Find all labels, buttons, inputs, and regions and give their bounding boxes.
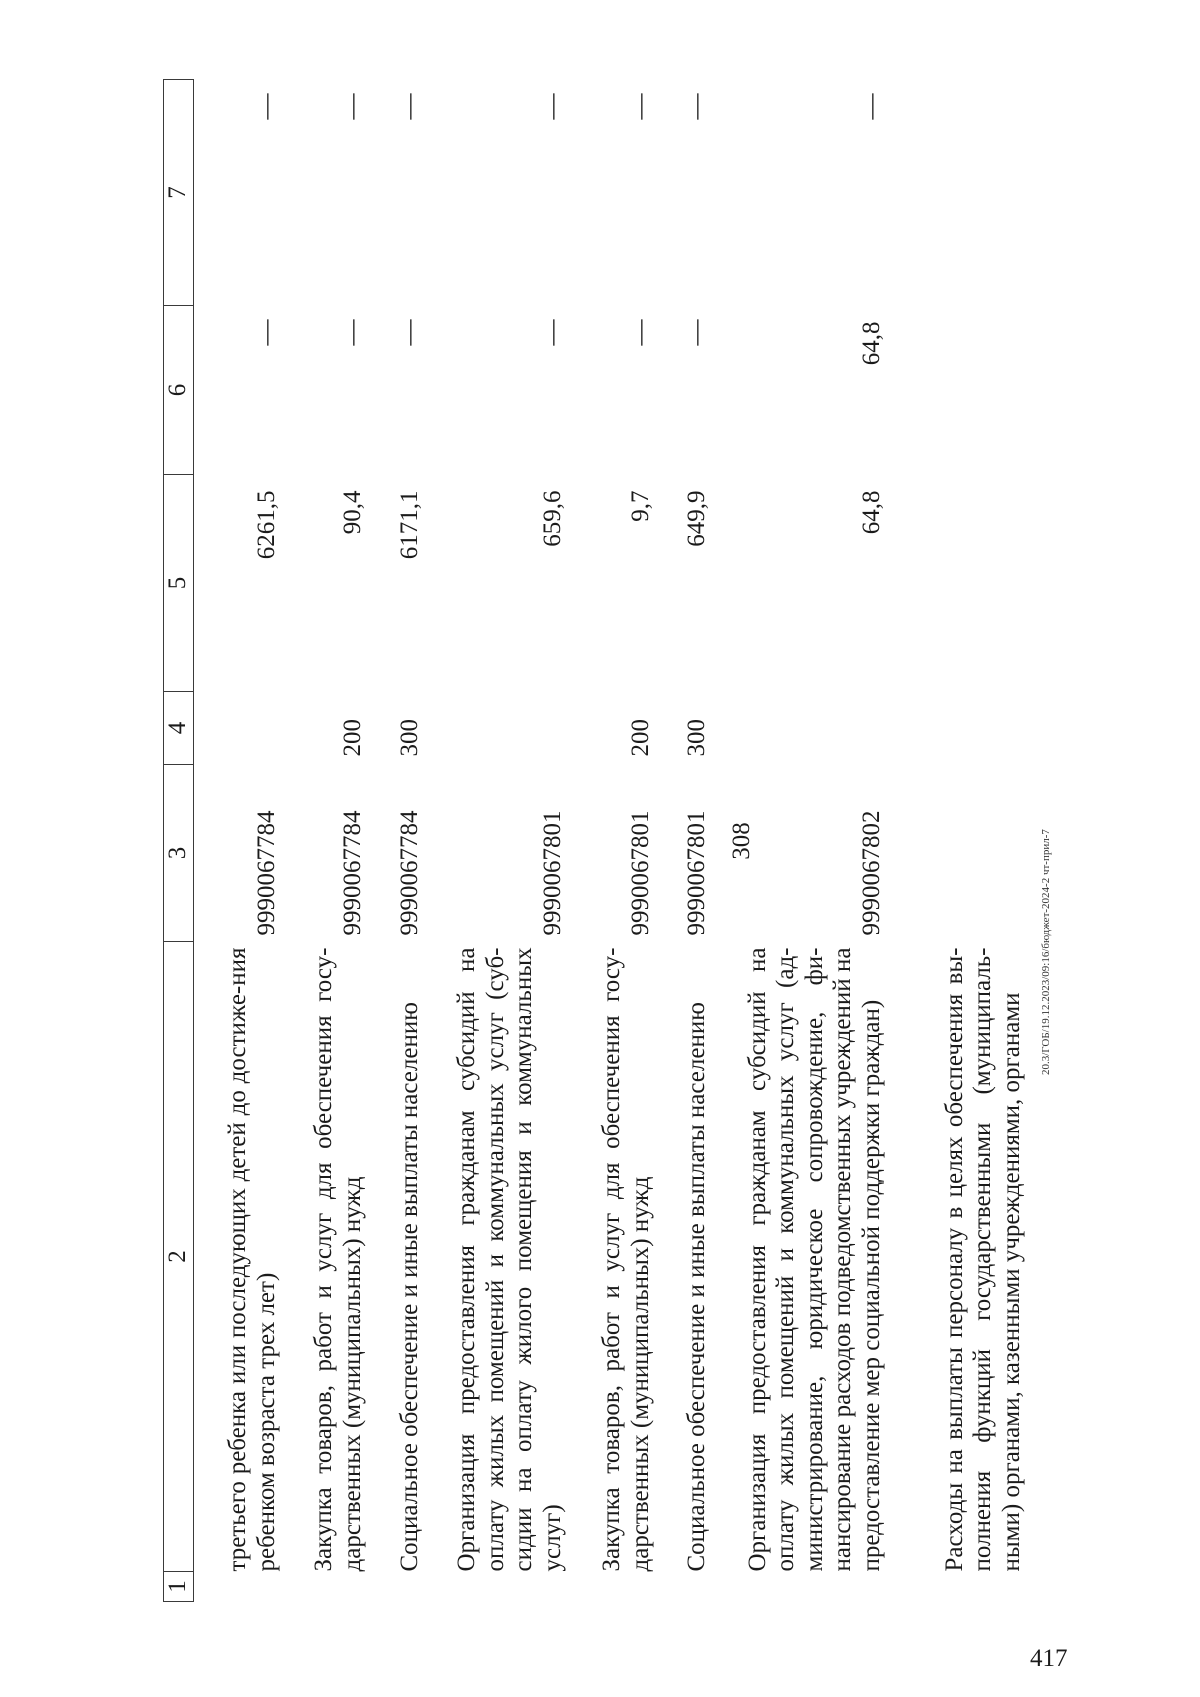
row-col6: — bbox=[681, 319, 711, 346]
row-amount: 9,7 bbox=[626, 490, 654, 522]
table-row bbox=[193, 80, 281, 1602]
table-row bbox=[886, 80, 1026, 1602]
header-col-4: 4 bbox=[164, 692, 194, 765]
row-description: Социальное обеспечение и иные выплаты населению bbox=[682, 1002, 710, 1572]
row-code: 9990067784 bbox=[338, 810, 366, 936]
header-col-3: 3 bbox=[164, 765, 194, 942]
row-amount: 649,9 bbox=[682, 490, 710, 547]
row-expense-type: 300 bbox=[682, 719, 710, 757]
row-col7: — bbox=[856, 93, 886, 120]
table-row bbox=[567, 80, 655, 1602]
row-code: 9990067801 bbox=[682, 810, 710, 936]
row-amount: 6261,5 bbox=[252, 490, 280, 560]
row-description: третьего ребенка или последующих детей до достиже-ния ребенком возраста трех лет) bbox=[224, 947, 280, 1572]
row-col7: — bbox=[251, 93, 281, 120]
row-code: 9990067784 bbox=[252, 810, 280, 936]
row-description: Организация предоставления гражданам субсидий на оплату жилых помещений и коммунальных услуг (суб-сидии на оплату жилого помещения и коммунальных услуг) bbox=[453, 947, 566, 1572]
table-row bbox=[367, 80, 424, 1602]
row-code bbox=[886, 765, 1026, 942]
row-col7: — bbox=[681, 93, 711, 120]
row-col7: — bbox=[537, 93, 567, 120]
row-col6 bbox=[886, 306, 1026, 475]
row-col6: — bbox=[394, 319, 424, 346]
row-expense-type: 300 bbox=[395, 719, 423, 757]
row-description: Организация предоставления гражданам субсидий на оплату жилых помещений и коммунальных услуг (ад-министрирование, юридическое сопровождение, фи-нансирование расходов подведомственных учреждений на предоставление мер социальной поддержки граждан) bbox=[743, 947, 885, 1572]
budget-table bbox=[163, 79, 1026, 1602]
row-col6: — bbox=[337, 319, 367, 346]
row-description: Социальное обеспечение и иные выплаты населению bbox=[395, 1002, 423, 1572]
row-description: Расходы на выплаты персоналу в целях обеспечения вы-полнения функций государственными (муниципаль-ными) органами, казенными учреждениями, органами bbox=[940, 947, 1025, 1572]
sheet-number: 417 bbox=[1030, 1645, 1068, 1672]
row-col7: — bbox=[337, 93, 367, 120]
row-code: 9990067784 bbox=[395, 810, 423, 936]
table-header-row bbox=[164, 80, 194, 1602]
row-description: Закупка товаров, работ и услуг для обеспечения госу-дарственных (муниципальных) нужд bbox=[310, 947, 366, 1572]
row-description: Закупка товаров, работ и услуг для обеспечения госу-дарственных (муниципальных) нужд bbox=[598, 947, 654, 1572]
row-col7: — bbox=[394, 93, 424, 120]
row-expense-type bbox=[193, 692, 281, 765]
row-expense-type bbox=[424, 692, 567, 765]
row-expense-type bbox=[886, 692, 1026, 765]
row-expense-type: 200 bbox=[338, 719, 366, 757]
row-amount: 6171,1 bbox=[395, 490, 423, 560]
row-col6: — bbox=[251, 319, 281, 346]
row-amount bbox=[886, 475, 1026, 692]
header-col-5: 5 bbox=[164, 475, 194, 692]
row-col6: 64,8 bbox=[857, 321, 885, 366]
row-col6: — bbox=[537, 319, 567, 346]
row-code: 9990067802 bbox=[857, 810, 885, 936]
row-col6: — bbox=[625, 319, 655, 346]
row-expense-type: 200 bbox=[626, 719, 654, 757]
row-amount: 64,8 bbox=[857, 490, 885, 535]
table-row bbox=[281, 80, 367, 1602]
row-code: 9990067801 bbox=[626, 810, 654, 936]
header-col-2: 2 bbox=[164, 942, 194, 1572]
rotated-content bbox=[163, 80, 1063, 1602]
row-col7 bbox=[886, 80, 1026, 306]
row-amount: 90,4 bbox=[338, 490, 366, 535]
header-col-7: 7 bbox=[164, 80, 194, 306]
header-col-6: 6 bbox=[164, 306, 194, 475]
row-amount: 659,6 bbox=[538, 490, 566, 547]
header-col-1: 1 bbox=[164, 1572, 194, 1602]
table-row bbox=[655, 80, 711, 1602]
row-code: 9990067801 bbox=[538, 810, 566, 936]
footer-stamp: 20.3/ГОБ/19.12.2023/09:16/бюджет-2024-2 чт-прил-7 bbox=[1040, 829, 1052, 1075]
table-row bbox=[424, 80, 567, 1602]
page-number: 308 bbox=[728, 822, 755, 860]
row-col7: — bbox=[625, 93, 655, 120]
